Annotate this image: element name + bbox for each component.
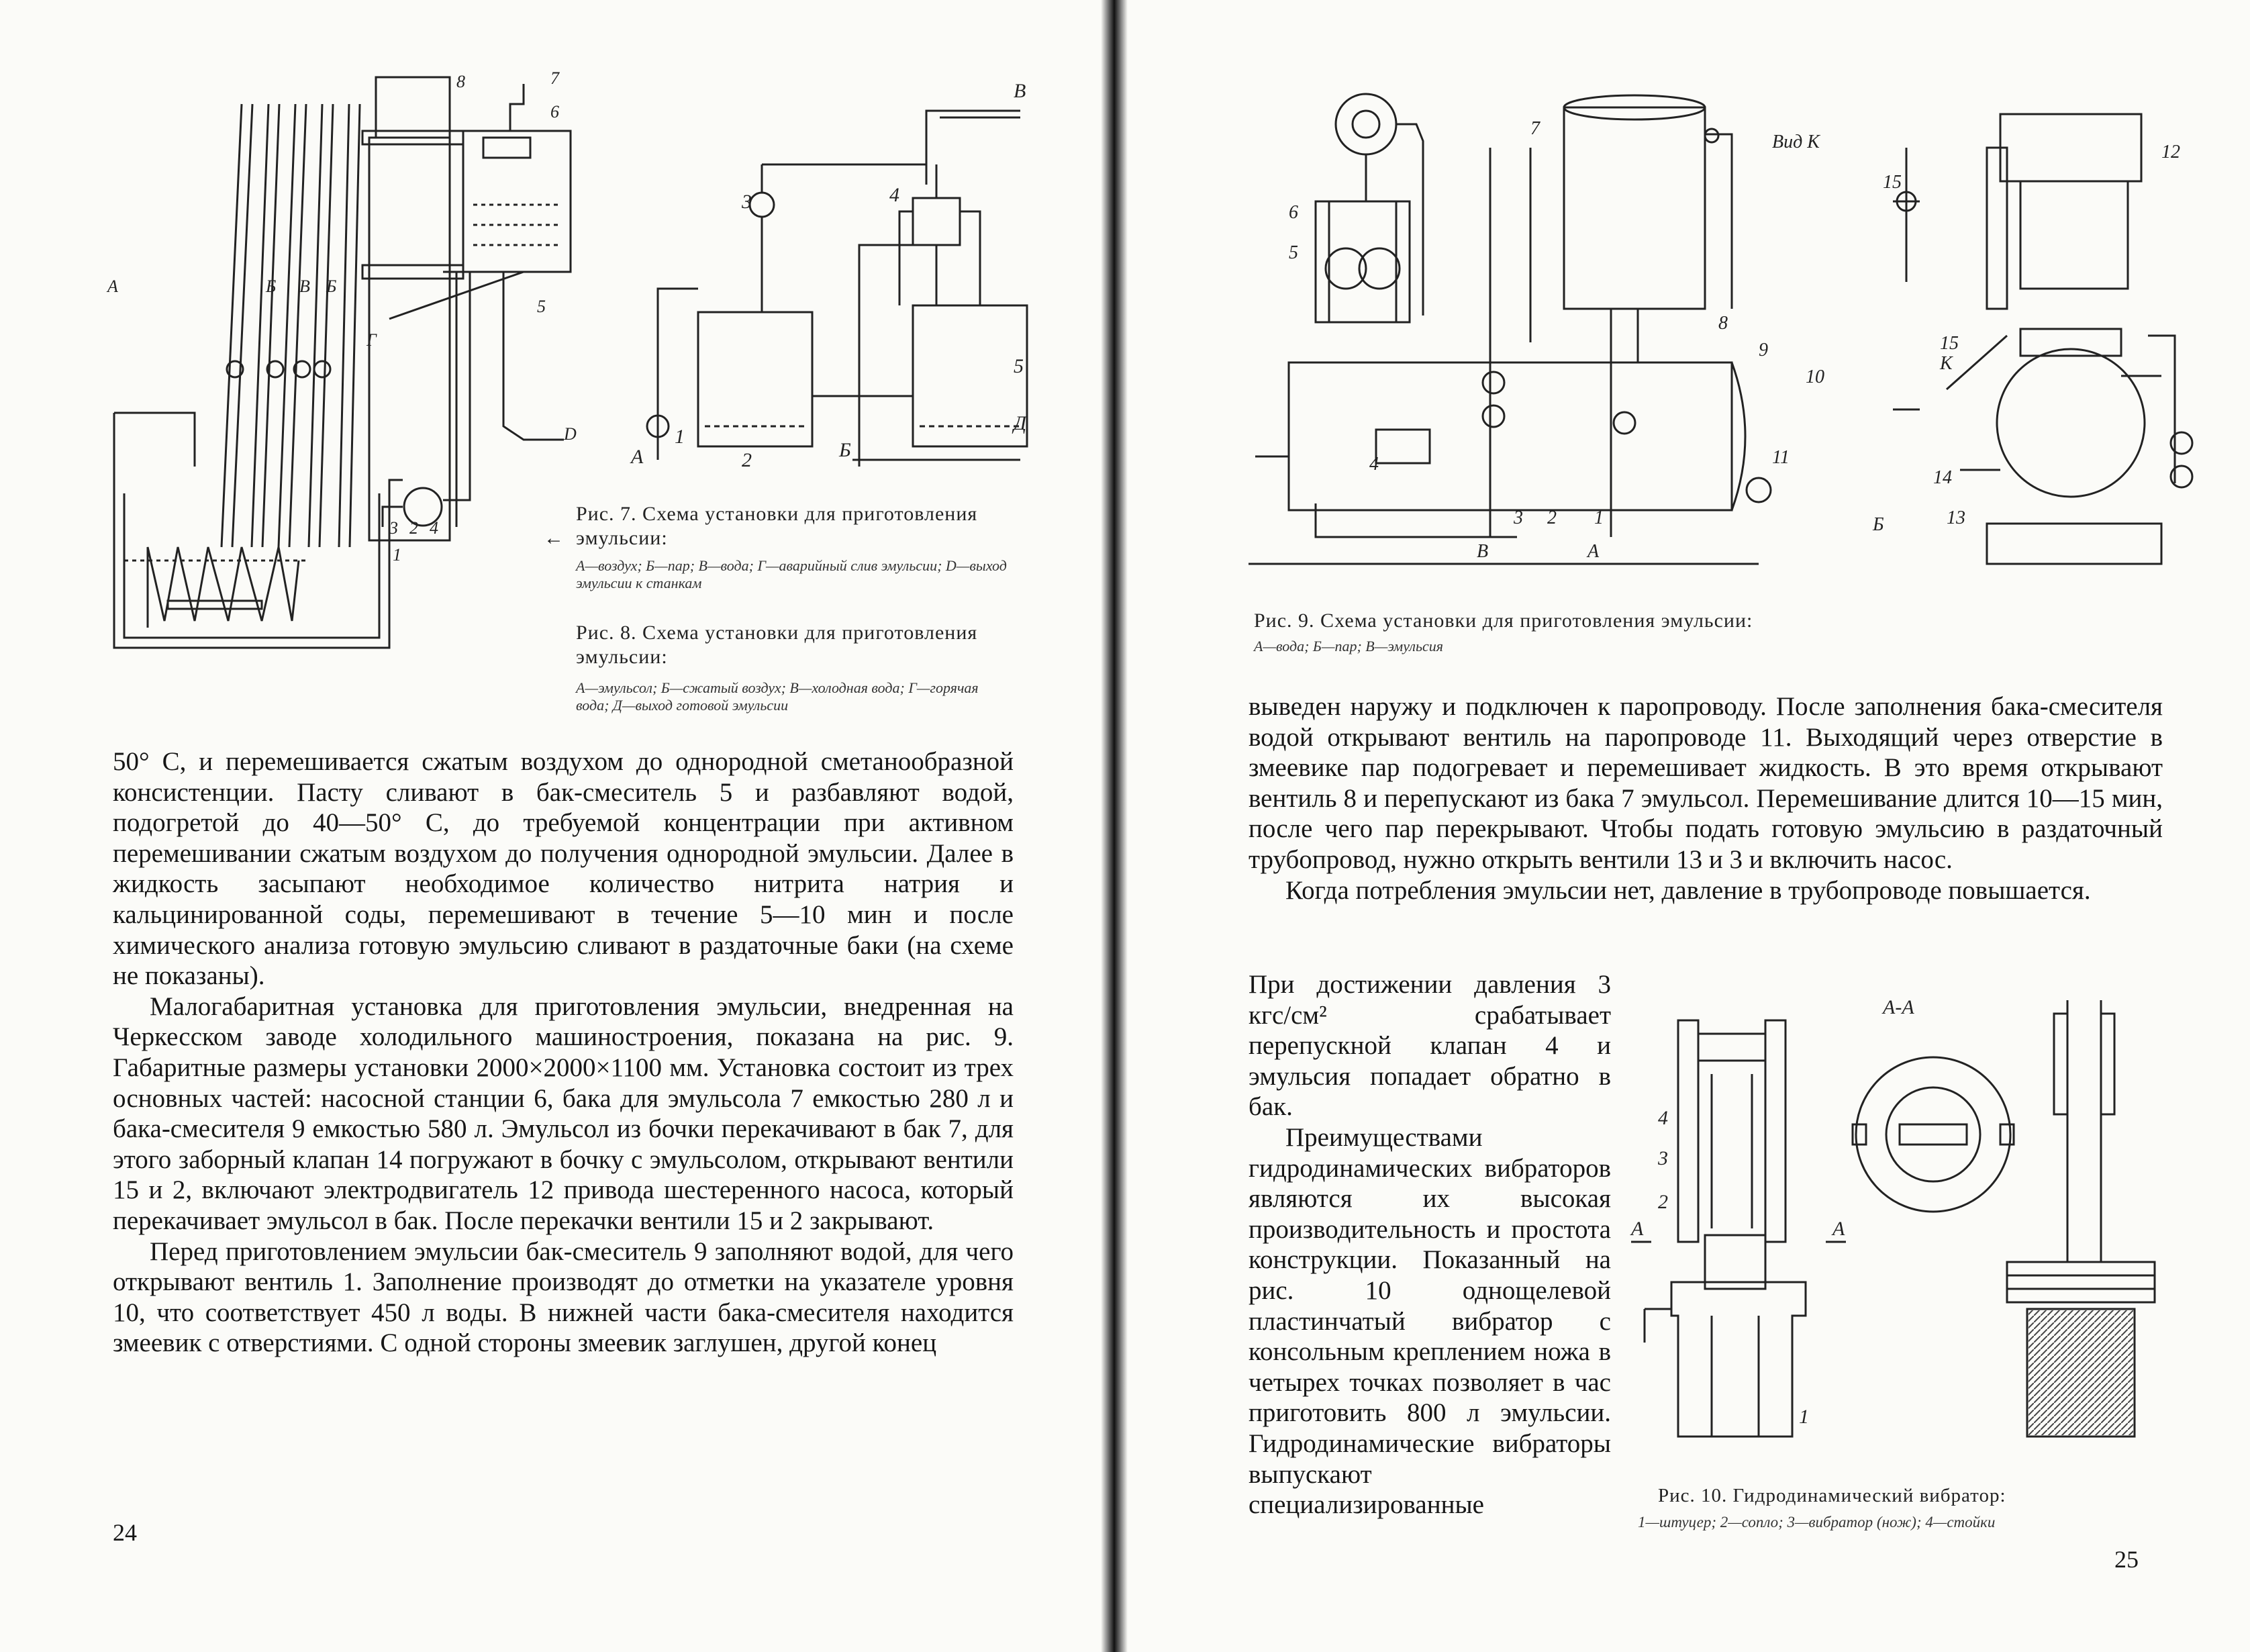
fig8-label-B: Б xyxy=(839,439,851,461)
left-page xyxy=(0,0,1101,1652)
fig10-label-A2: А xyxy=(1832,1218,1845,1240)
fig10-label-A: А xyxy=(1631,1218,1644,1240)
fig7-label-8: 8 xyxy=(456,72,465,91)
page-number-right: 25 xyxy=(2114,1546,2139,1573)
caption-fig-9-legend: А—вода; Б—пар; В—эмульсия xyxy=(1254,638,1443,654)
right-paragraph-2: Когда потребления эмульсии нет, давление в трубопроводе повышается. xyxy=(1285,875,2091,905)
fig9-label-1: 1 xyxy=(1594,507,1604,528)
fig8-label-3: 3 xyxy=(742,191,752,213)
fig9-label-4: 4 xyxy=(1369,454,1379,475)
fig9-label-7: 7 xyxy=(1530,118,1540,139)
fig7-label-6: 6 xyxy=(550,102,559,122)
right-body-text-narrow xyxy=(1249,969,1611,1520)
right-paragraph-1: выведен наружу и подключен к паропроводу. После заполнения бака-смесителя водой открывают вентиль на паропроводе 11. Выходящий через отверстие в змеевике пар подогревает и перемешивает жидкость. В это время открывают вентиль 8 и перепускают из бака 7 эмульсол. Перемешивание длится 10—15 мин, после чего пар перекрывают. Чтобы подать готовую эмульсию в раздаточный трубопровод, нужно открыть вентили 13 и 3 и включить насос. xyxy=(1249,692,2163,874)
figure-9-diagram xyxy=(1249,67,2215,577)
caption-fig-7 xyxy=(576,502,1012,550)
fig9-label-9: 9 xyxy=(1759,340,1768,360)
caption-fig-9 xyxy=(1254,609,2126,633)
fig8-label-D: Д xyxy=(1014,412,1027,434)
fig8-label-A: А xyxy=(631,446,644,468)
left-paragraph-3: Перед приготовлением эмульсии бак-смеситель 9 заполняют водой, для чего открывают вентиль 1. Заполнение производят до отметки на указателе уровня 10, что соответствует 450 л воды. В нижней части бака-смесителя находится змеевик с отверстиями. С одной стороны змеевик заглушен, другой конец xyxy=(113,1236,1014,1358)
fig9-label-B: Б xyxy=(1873,514,1884,535)
fig7-label-A: А xyxy=(107,277,118,296)
left-paragraph-1: 50° С, и перемешивается сжатым воздухом до однородной сметанообразной консистенции. Пасту сливают в бак-смеситель 5 и разбавляют водой, подогретой до 40—50° С, до требуемой концентрации при активном перемешивании сжатым воздухом до получения однородной эмульсии. Далее в жидкость засыпают необходимое количество нитрита натрия и кальцинированной соды, перемешивают в течение 5—10 мин и после химического анализа готовую эмульсию сливают в раздаточные баки (на схеме не показаны). xyxy=(113,747,1014,991)
caption-fig-8 xyxy=(576,621,1012,669)
fig10-label-1: 1 xyxy=(1799,1406,1809,1428)
caption-fig-7-legend: А—воздух; Б—пар; В—вода; Г—аварийный слив эмульсии; D—выход эмульсии к станкам xyxy=(576,557,1007,591)
right-page xyxy=(1128,0,2250,1652)
fig7-label-5: 5 xyxy=(537,297,546,316)
fig7-label-3: 3 xyxy=(389,518,398,538)
fig9-label-6: 6 xyxy=(1289,202,1298,223)
caption-fig-10 xyxy=(1658,1484,2195,1508)
fig9-label-8: 8 xyxy=(1718,313,1728,334)
right-paragraph-3: Преимуществами гидродинамических вибраторов являются их высокая производительность и простота конструкции. Показанный на рис. 10 однощелевой пластинчатый вибратор с консольным креплением ножа в четырех точках позволяет в час приготовить 800 л эмульсии. Гидродинамические вибраторы выпускают специализированные xyxy=(1249,1122,1611,1520)
book-spine xyxy=(1101,0,1128,1652)
left-body-text xyxy=(113,746,1014,1359)
fig9-label-10: 10 xyxy=(1806,367,1824,387)
fig7-label-B: Б xyxy=(266,277,277,296)
fig10-label-2: 2 xyxy=(1658,1191,1668,1213)
fig7-label-7: 7 xyxy=(550,68,559,88)
fig9-label-A: А xyxy=(1587,541,1600,562)
fig9-label-14: 14 xyxy=(1933,467,1952,488)
fig7-label-V: В xyxy=(299,277,310,296)
fig9-label-3: 3 xyxy=(1514,507,1523,528)
right-body-text-top xyxy=(1249,691,2163,906)
left-paragraph-2: Малогабаритная установка для приготовления эмульсии, внедренная на Черкесском заводе холодильного машиностроения, показана на рис. 9. Габаритные размеры установки 2000×2000×1100 мм. Установка состоит из трех основных частей: насосной станции 6, бака для эмульсола 7 емкостью 280 л и бака-смесителя 9 емкостью 580 л. Эмульсол из бочки перекачивают в бак 7, для этого заборный клапан 14 погружают в бочку с эмульсолом, открывают вентили 15 и 2, включают электродвигатель 12 привода шестеренного насоса, который перекачивает эмульсол в бак. После перекачки вентили 15 и 2 закрывают. xyxy=(113,991,1014,1235)
figure-7-diagram xyxy=(107,64,577,675)
fig9-label-vid-k: Вид К xyxy=(1772,132,1820,152)
fig9-label-13: 13 xyxy=(1947,507,1965,528)
caption-fig-7-arrow: ← xyxy=(544,527,564,549)
caption-fig-9-title: Рис. 9. Схема установки для приготовления эмульсии: xyxy=(1254,610,1753,632)
fig9-label-11: 11 xyxy=(1772,447,1790,468)
fig8-label-4: 4 xyxy=(889,184,899,206)
fig9-label-12: 12 xyxy=(2161,142,2180,162)
fig7-label-B2: Б xyxy=(326,277,337,296)
fig10-label-4: 4 xyxy=(1658,1107,1668,1129)
caption-fig-8-title: Рис. 8. Схема установки для приготовления эмульсии: xyxy=(576,622,978,668)
fig7-label-D: D xyxy=(564,424,577,444)
fig7-label-4: 4 xyxy=(430,518,438,538)
fig10-label-3: 3 xyxy=(1658,1147,1668,1169)
caption-fig-10-legend: 1—штуцер; 2—сопло; 3—вибратор (нож); 4—стойки xyxy=(1638,1514,1996,1530)
fig7-label-1: 1 xyxy=(393,545,401,565)
fig8-label-2: 2 xyxy=(742,449,752,471)
fig7-label-2: 2 xyxy=(409,518,418,538)
right-paragraph-2-cont: При достижении давления 3 кгс/см² срабатывает перепускной клапан 4 и эмульсия попадает обратно в бак. xyxy=(1249,970,1611,1122)
fig9-label-V: В xyxy=(1477,541,1489,562)
figure-10-diagram xyxy=(1631,993,2208,1463)
caption-fig-8-legend: А—эмульсол; Б—сжатый воздух; В—холодная вода; Г—горячая вода; Д—выход готовой эмульсии xyxy=(576,679,979,714)
fig9-label-5: 5 xyxy=(1289,242,1298,263)
figure-8-diagram xyxy=(618,77,1034,473)
fig9-label-K: К xyxy=(1940,353,1953,374)
fig10-label-AA: А-А xyxy=(1883,996,1914,1018)
fig8-label-1: 1 xyxy=(675,426,685,448)
caption-fig-7-title: Рис. 7. Схема установки для приготовления эмульсии: xyxy=(576,503,978,549)
page-number-left: 24 xyxy=(113,1519,137,1546)
fig9-label-15b: 15 xyxy=(1940,333,1959,354)
fig8-label-V: В xyxy=(1014,80,1026,102)
fig8-label-5: 5 xyxy=(1014,355,1024,377)
caption-fig-10-title: Рис. 10. Гидродинамический вибратор: xyxy=(1658,1485,2006,1506)
fig7-label-G: Г xyxy=(366,330,377,350)
fig9-label-15: 15 xyxy=(1883,172,1902,193)
fig9-label-2: 2 xyxy=(1547,507,1557,528)
